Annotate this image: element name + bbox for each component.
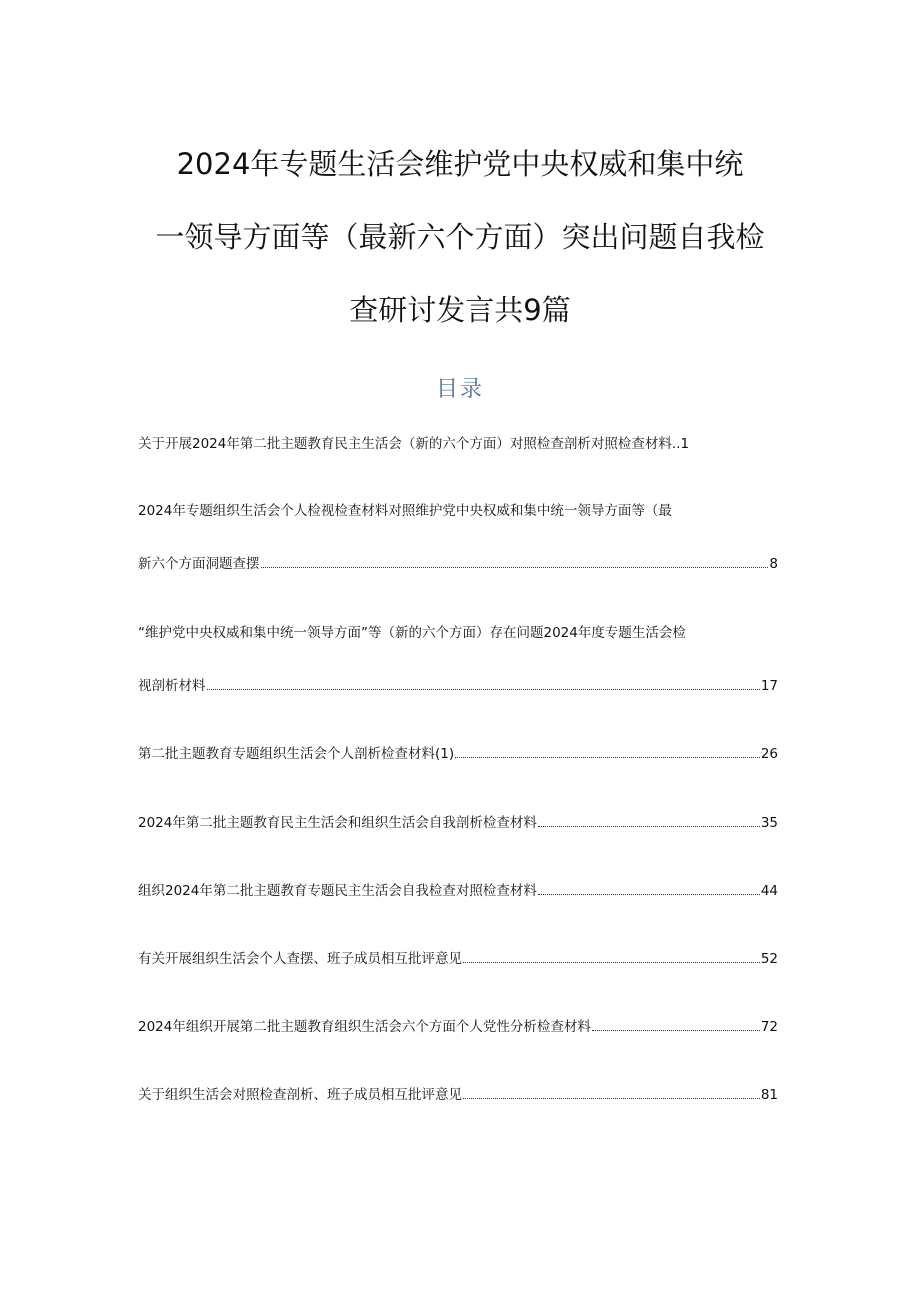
- toc-dot-leader: [455, 743, 760, 758]
- toc-entry-title: 有关开展组织生活会个人查摆、班子成员相互批评意见: [138, 951, 462, 967]
- toc-entry[interactable]: [138, 812, 778, 834]
- toc-entry-line-1[interactable]: [138, 622, 778, 644]
- toc-dot-leader: [538, 880, 760, 895]
- toc-entry-title: 关于开展2024年第二批主题教育民主生活会（新的六个方面）对照检查剖析对照检查材料: [138, 436, 672, 452]
- toc-entry[interactable]: [138, 743, 778, 765]
- toc-dot-leader: [261, 553, 769, 568]
- toc-entry-page: 17: [760, 678, 778, 694]
- toc-dot-leader: [463, 948, 760, 963]
- toc-entry[interactable]: [138, 675, 778, 697]
- toc-entry-page: 44: [760, 883, 778, 899]
- toc-entry-title-line-1: “维护党中央权威和集中统一领导方面”等（新的六个方面）存在问题2024年度专题生活会检: [138, 625, 686, 641]
- toc-entry-title: 视剖析材料: [138, 678, 206, 694]
- toc-entry[interactable]: [138, 1084, 778, 1106]
- toc-entry-title: 组织2024年第二批主题教育专题民主生活会自我检查对照检查材料: [138, 883, 537, 899]
- title-line-1: 2024年专题生活会维护党中央权威和集中统: [176, 147, 744, 181]
- toc-entry-title: 2024年第二批主题教育民主生活会和组织生活会自我剖析检查材料: [138, 815, 537, 831]
- toc-entry-title: 关于组织生活会对照检查剖析、班子成员相互批评意见: [138, 1087, 462, 1103]
- toc-entry-page: 52: [760, 951, 778, 967]
- toc-entry-page: 26: [760, 746, 778, 762]
- toc-entry[interactable]: [138, 948, 778, 970]
- toc-entry-title: 新六个方面洞题查摆: [138, 556, 260, 572]
- toc-entry[interactable]: [138, 880, 778, 902]
- toc-heading: 目录: [435, 377, 484, 402]
- toc-entry-line-1[interactable]: [138, 500, 778, 522]
- toc-entry[interactable]: [138, 553, 778, 575]
- toc-entry-page: 81: [760, 1087, 778, 1103]
- toc-entry-page: 8: [769, 556, 778, 572]
- toc-dot-leader: [592, 1016, 760, 1031]
- toc-dot-leader: [463, 1084, 760, 1099]
- toc-dot-leader: [207, 675, 760, 690]
- toc-entry[interactable]: [138, 1016, 778, 1038]
- toc-entry-title-line-1: 2024年专题组织生活会个人检视检查材料对照维护党中央权威和集中统一领导方面等（最: [138, 503, 672, 519]
- title-line-3: 查研讨发言共9篇: [349, 293, 571, 327]
- toc-entry-title: 第二批主题教育专题组织生活会个人剖析检查材料(1): [138, 746, 455, 762]
- toc-entry-page: 35: [760, 815, 778, 831]
- toc-entry-page: 72: [760, 1019, 778, 1035]
- toc-entry-leader: ..: [671, 436, 681, 452]
- title-line-2: 一领导方面等（最新六个方面）突出问题自我检: [155, 220, 765, 254]
- toc-entry[interactable]: [138, 433, 778, 455]
- document-title: [0, 128, 920, 347]
- toc-entry-title: 2024年组织开展第二批主题教育组织生活会六个方面个人党性分析检查材料: [138, 1019, 591, 1035]
- toc-dot-leader: [538, 812, 760, 827]
- toc-entry-page: 1: [680, 436, 690, 452]
